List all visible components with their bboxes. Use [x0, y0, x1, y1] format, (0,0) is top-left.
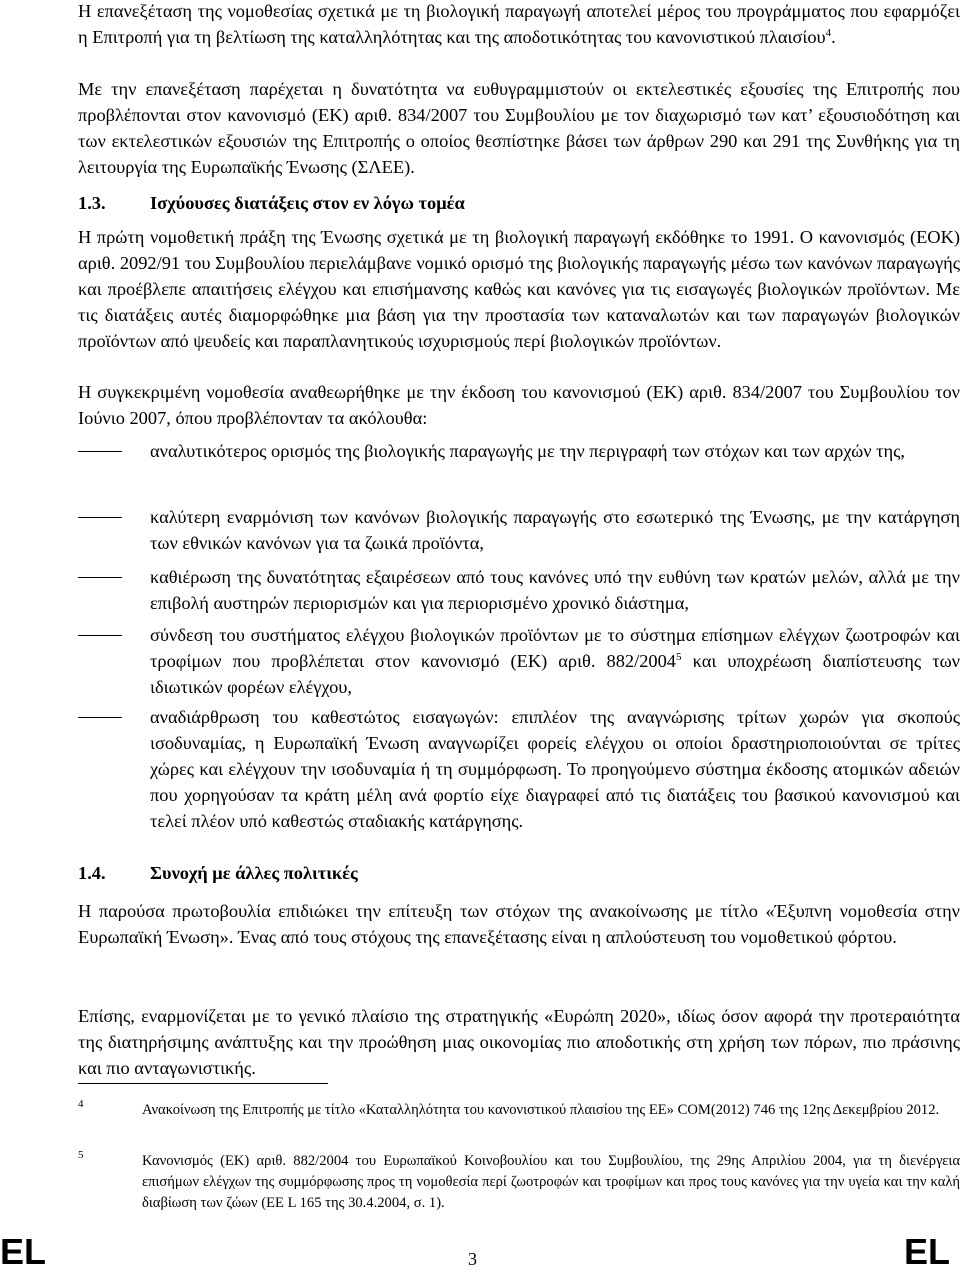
language-code-left: EL: [0, 1231, 47, 1272]
page-number: 3: [468, 1249, 477, 1269]
list-item-text: καλύτερη εναρμόνιση των κανόνων βιολογικής παραγωγής στο εσωτερικό της Ένωσης, με την κατάργηση των εθνικών κανόνων για τα ζωικά προϊόντα,: [150, 507, 960, 553]
list-item-text: αναδιάρθρωση του καθεστώτος εισαγωγών: επιπλέον της αναγνώρισης τρίτων χωρών για σκοπούς ισοδυναμίας, η Ευρωπαϊκή Ένωση αναγνωρίζει φορείς ελέγχου οι οποίοι δραστηριοποιούνται σε τρίτες χώρες και ελέγχουν την ισοδυναμία ή τη συμμόρφωση. Το προηγούμενο σύστημα έκδοσης ατομικών αδειών που χορηγούσαν τα κράτη μέλη ανά φορτίο είχε διαγραφεί από τις διατάξεις του βασικού κανονισμού και τελεί πλέον υπό καθεστώς σταδιακής κατάργησης.: [150, 707, 960, 831]
list-item-text: [150, 622, 960, 700]
footnote-text: Ανακοίνωση της Επιτροπής με τίτλο «Καταλληλότητα του κανονιστικού πλαισίου της ΕΕ» COM(2012) 746 της 12ης Δεκεμβρίου 2012.: [142, 1102, 940, 1118]
footnote-divider: [78, 1083, 328, 1084]
section-heading-1-3: [78, 190, 465, 216]
footnote-ref-5[interactable]: 5: [676, 650, 682, 663]
dash-bullet: [78, 635, 122, 636]
footnote-number: 5: [78, 1149, 84, 1161]
footnote-ref-4[interactable]: 4: [825, 26, 832, 39]
language-code-right: EL: [904, 1231, 951, 1272]
dash-bullet: [78, 717, 122, 718]
revision-paragraph: Η συγκεκριμένη νομοθεσία αναθεωρήθηκε με την έκδοση του κανονισμού (ΕΚ) αριθ. 834/2007 του Συμβουλίου τον Ιούνιο 2007, όπου προβλέπονταν τα ακόλουθα:: [78, 382, 960, 428]
review-paragraph: Με την επανεξέταση παρέχεται η δυνατότητα να ευθυγραμμιστούν οι εκτελεστικές εξουσίες της Επιτροπής που προβλέπονται στον κανονισμό (ΕΚ) αριθ. 834/2007 του Συμβουλίου με τον διαχωρισμό των κατ’ εξουσιοδότηση και των εκτελεστικών εξουσιών της Επιτροπής ο οποίος θεσπίστηκε βάσει των άρθρων 290 και 291 της Συνθήκης για τη λειτουργία της Ευρωπαϊκής Ένωσης (ΣΛΕΕ).: [78, 79, 960, 177]
footnote-number: 4: [78, 1098, 84, 1110]
section-title: Ισχύουσες διατάξεις στον εν λόγω τομέα: [150, 193, 465, 213]
smart-regulation-paragraph: Η παρούσα πρωτοβουλία επιδιώκει την επίτευξη των στόχων της ανακοίνωσης με τίτλο «Έξυπνη νομοθεσία στην Ευρωπαϊκή Ένωση». Ένας από τους στόχους της επανεξέτασης είναι η απλούστευση του νομοθετικού φόρτου.: [78, 901, 960, 947]
section-title: Συνοχή με άλλες πολιτικές: [150, 863, 358, 883]
footnote-text: Κανονισμός (ΕΚ) αριθ. 882/2004 του Ευρωπαϊκού Κοινοβουλίου και του Συμβουλίου, της 29ης Απριλίου 2004, για τη διενέργεια επισήμων ελέγχων της συμμόρφωσης προς τη νομοθεσία περί ζωοτροφών και τροφίμων και προς τους κανόνες για την υγεία και την καλή διαβίωση των ζώων (ΕΕ L 165 της 30.4.2004, σ. 1).: [142, 1153, 960, 1211]
list-item-text: καθιέρωση της δυνατότητας εξαιρέσεων από τους κανόνες υπό την ευθύνη των κρατών μελών, αλλά με την επιβολή αυστηρών περιορισμών και για περιορισμένο χρονικό διάστημα,: [150, 567, 960, 613]
intro-paragraph: [78, 0, 960, 50]
section-heading-1-4: [78, 860, 358, 886]
list-item-text: αναλυτικότερος ορισμός της βιολογικής παραγωγής με την περιγραφή των στόχων και των αρχών της,: [150, 441, 905, 461]
section-number: 1.4.: [78, 863, 106, 883]
list-item-text-main: σύνδεση του συστήματος ελέγχου βιολογικών προϊόντων με το σύστημα επίσημων ελέγχων ζωοτροφών και τροφίμων που προβλέπεται στον κανονισμό (ΕΚ) αριθ. 882/2004: [150, 625, 960, 671]
intro-end: .: [831, 27, 836, 47]
list-item-text-end: και υποχρέωση διαπίστευσης των ιδιωτικών φορέων ελέγχου,: [150, 651, 960, 697]
section-number: 1.3.: [78, 193, 106, 213]
dash-bullet: [78, 577, 122, 578]
dash-bullet: [78, 451, 122, 452]
first-act-paragraph: Η πρώτη νομοθετική πράξη της Ένωσης σχετικά με τη βιολογική παραγωγή εκδόθηκε το 1991. Ο κανονισμός (ΕΟΚ) αριθ. 2092/91 του Συμβουλίου περιελάμβανε νομικό ορισμό της βιολογικής παραγωγής μέσω των κανόνων παραγωγής και προέβλεπε απαιτήσεις ελέγχου και επισήμανσης καθώς και κανόνες για τις εισαγωγές βιολογικών προϊόντων. Με τις διατάξεις αυτές διαμορφώθηκε μια βάση για την προστασία των καταναλωτών και των παραγωγών βιολογικών προϊόντων από ψευδείς και παραπλανητικούς ισχυρισμούς περί βιολογικών προϊόντων.: [78, 227, 960, 351]
intro-text: Η επανεξέταση της νομοθεσίας σχετικά με τη βιολογική παραγωγή αποτελεί μέρος του προγράμματος που εφαρμόζει η Επιτροπή για τη βελτίωση της καταλληλότητας και της αποδοτικότητας του κανονιστικού πλαισίου: [78, 1, 960, 47]
dash-bullet: [78, 517, 122, 518]
europe-2020-paragraph: Επίσης, εναρμονίζεται με το γενικό πλαίσιο της στρατηγικής «Ευρώπη 2020», ιδίως όσον αφορά την προτεραιότητα της διατηρήσιμης ανάπτυξης και την προώθηση μιας οικονομίας πιο αποδοτικής στη χρήση των πόρων, πιο πράσινης και πιο ανταγωνιστικής.: [78, 1006, 960, 1078]
